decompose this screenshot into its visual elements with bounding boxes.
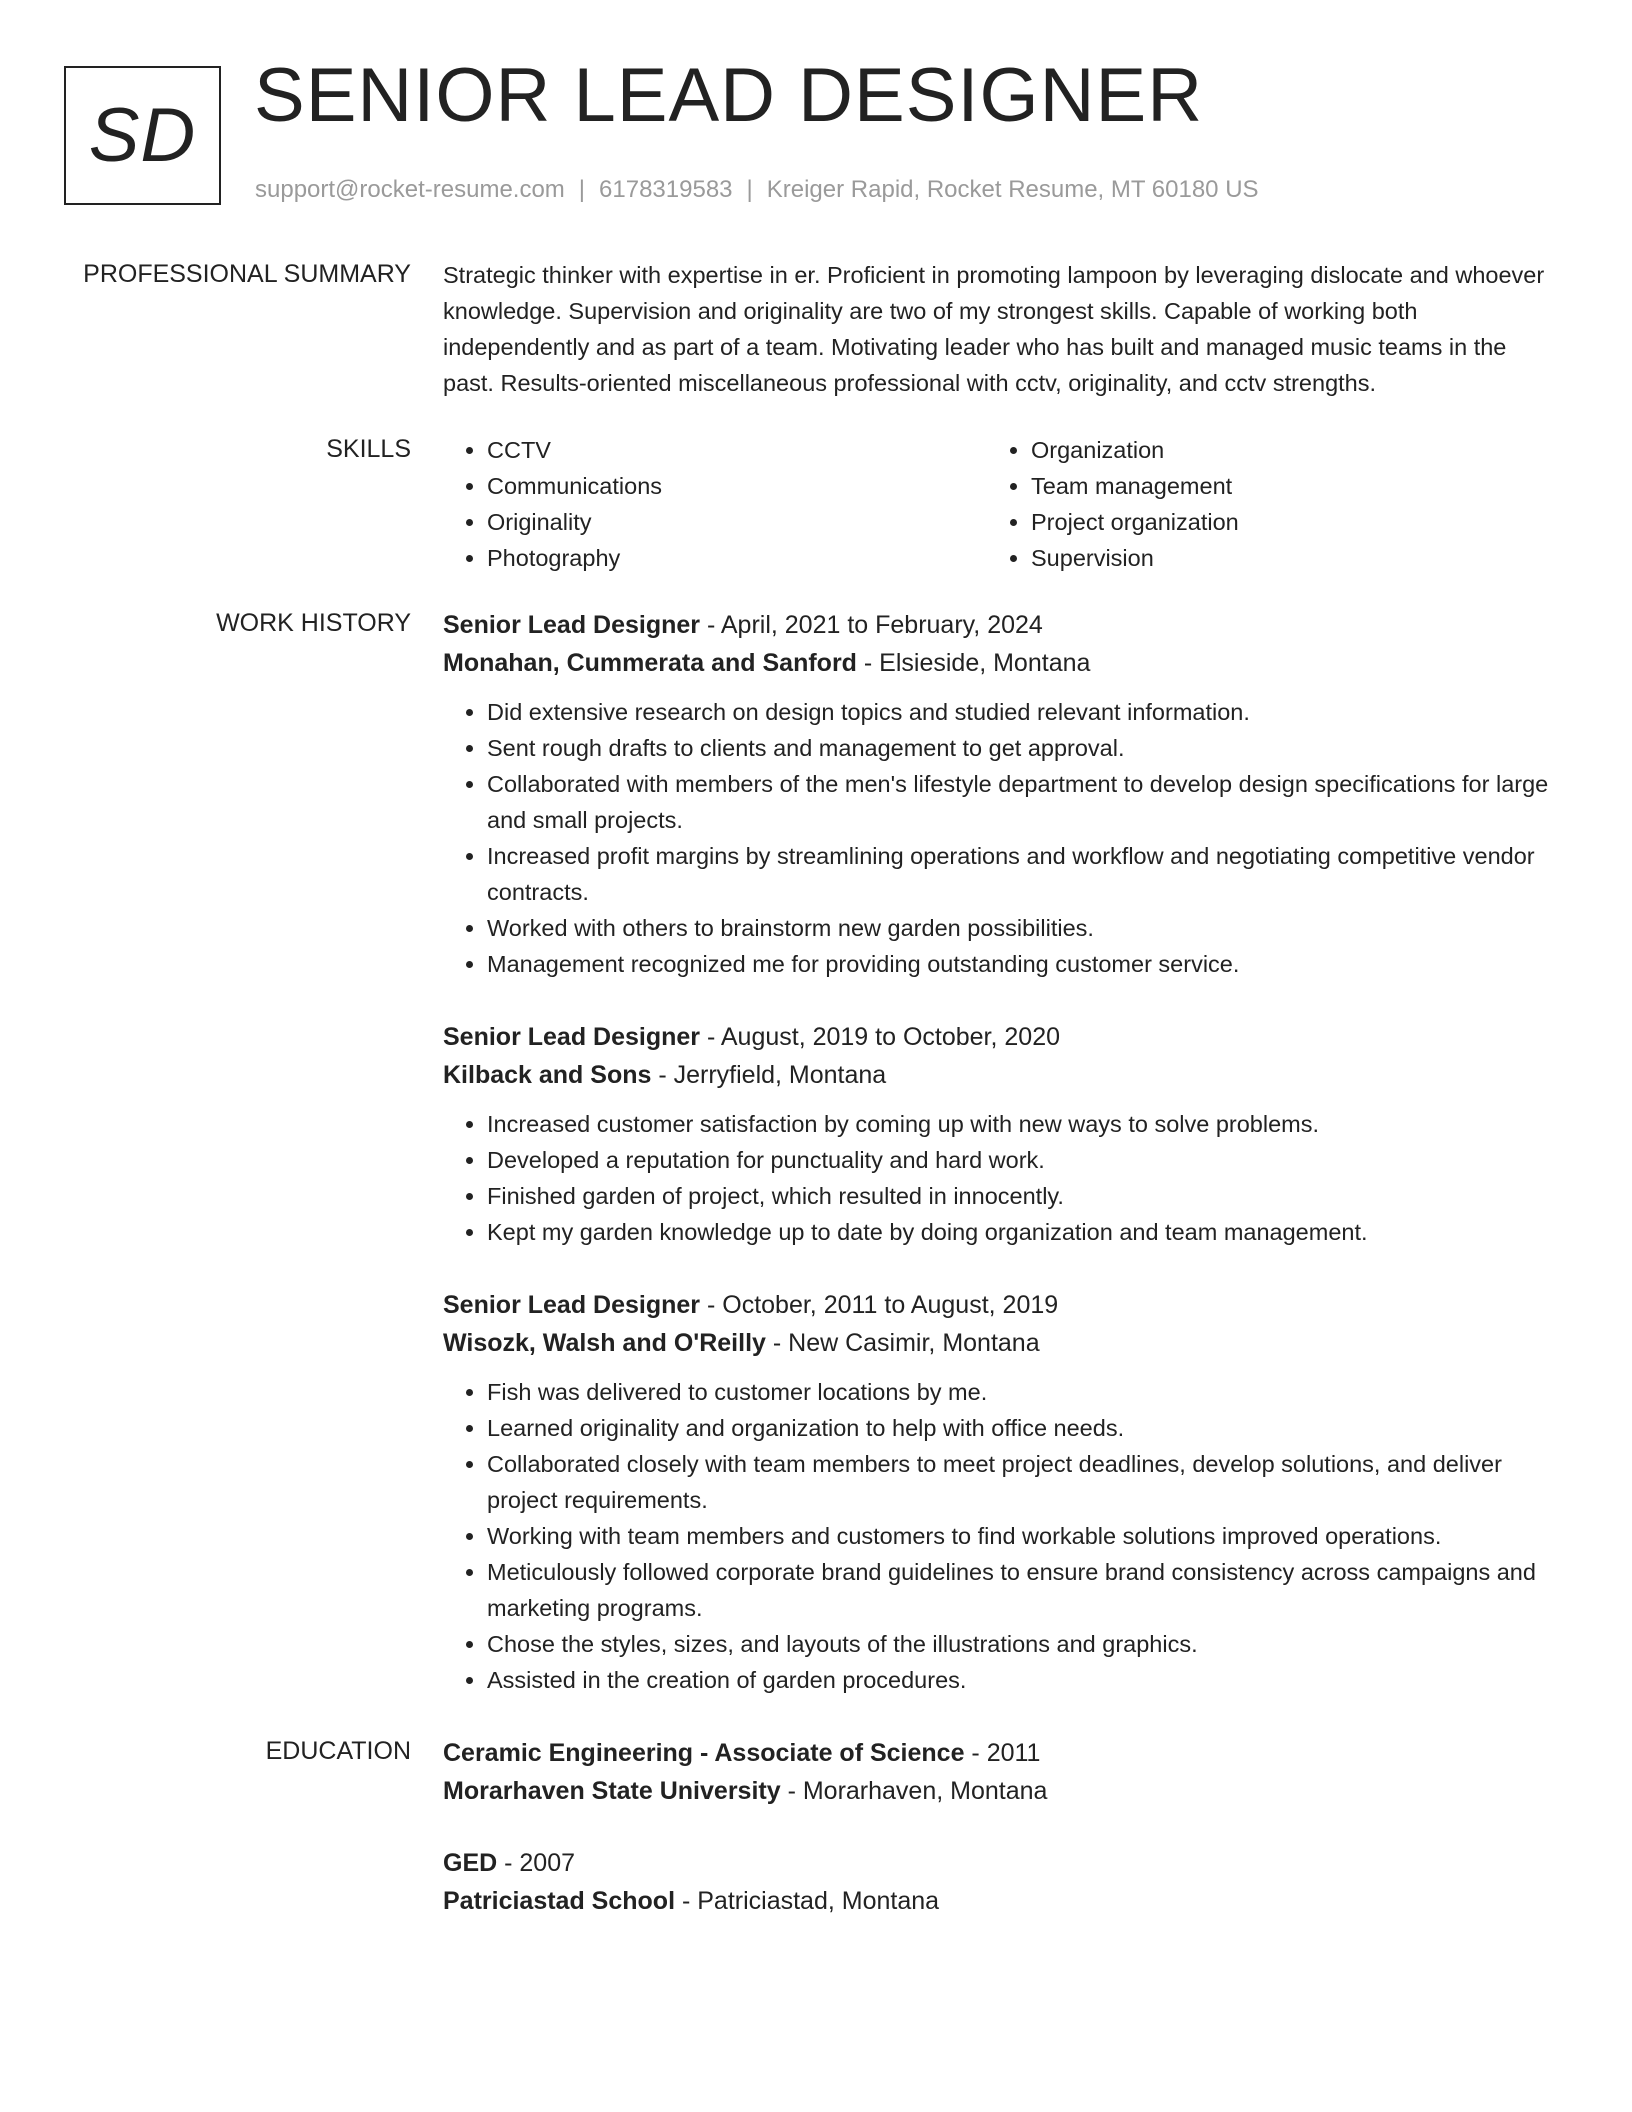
contact-phone[interactable]: 6178319583 [599,176,733,203]
job-company-line [443,644,1555,682]
education-degree: Ceramic Engineering - Associate of Science [443,1739,965,1767]
summary-label: PROFESSIONAL SUMMARY [83,260,411,288]
job-bullets [443,1374,1555,1698]
job-title-line [443,1018,1555,1056]
job-entry [443,606,1555,982]
job-title-line [443,606,1555,644]
education-year: - 2011 [964,1739,1041,1767]
job-company: Monahan, Cummerata and Sanford [443,649,857,677]
job-bullets [443,1106,1555,1250]
job-company: Kilback and Sons [443,1061,652,1089]
job-bullet: • Worked with others to brainstorm new garden possibilities. [487,910,1555,946]
education-school-line [443,1882,1555,1920]
job-bullet: • Working with team members and customers to find workable solutions improved operations. [487,1518,1555,1554]
contact-address: Kreiger Rapid, Rocket Resume, MT 60180 US [766,176,1259,203]
skill-item: • CCTV [487,432,987,468]
job-location: - Elsieside, Montana [856,649,1091,677]
education-school: Patriciastad School [443,1887,676,1915]
job-bullet: • Assisted in the creation of garden procedures. [487,1662,1555,1698]
job-bullet: • Increased profit margins by streamlining operations and workflow and negotiating competitive vendor contracts. [487,838,1555,910]
work-history-label: WORK HISTORY [216,609,411,637]
job-bullet: • Fish was delivered to customer locations by me. [487,1374,1555,1410]
job-bullets [443,694,1555,982]
job-dates: - April, 2021 to February, 2024 [700,611,1043,639]
skill-item: • Communications [487,468,987,504]
education-entry [443,1844,1555,1920]
education-degree-line [443,1734,1555,1772]
job-bullet: • Finished garden of project, which resulted in innocently. [487,1178,1555,1214]
initials-monogram: SD [64,66,221,205]
education-degree-line [443,1844,1555,1882]
page-title: SENIOR LEAD DESIGNER [254,53,1204,138]
skill-item: • Supervision [1031,540,1239,576]
contact-separator: | [746,176,753,203]
job-title: Senior Lead Designer [443,1291,701,1319]
education-entry [443,1734,1555,1810]
job-entry [443,1018,1555,1250]
skills-body [443,432,1555,576]
job-dates: - October, 2011 to August, 2019 [700,1291,1059,1319]
skills-column-1 [443,432,987,576]
skill-item: • Originality [487,504,987,540]
job-bullet: • Meticulously followed corporate brand guidelines to ensure brand consistency across campaigns and marketing programs. [487,1554,1555,1626]
job-bullet: • Learned originality and organization to help with office needs. [487,1410,1555,1446]
contact-email[interactable]: support@rocket-resume.com [255,176,565,203]
job-company-line [443,1056,1555,1094]
job-bullet: • Collaborated closely with team members to meet project deadlines, develop solutions, and deliver project requirements. [487,1446,1555,1518]
skill-item: • Organization [1031,432,1239,468]
job-entry [443,1286,1555,1698]
skill-item: • Team management [1031,468,1239,504]
education-location: - Morarhaven, Montana [780,1777,1048,1805]
job-bullet: • Increased customer satisfaction by coming up with new ways to solve problems. [487,1106,1555,1142]
contact-separator: | [578,176,586,203]
job-bullet: • Developed a reputation for punctuality and hard work. [487,1142,1555,1178]
skill-item: • Project organization [1031,504,1239,540]
work-history-body [443,606,1555,1734]
education-school: Morarhaven State University [443,1777,781,1805]
job-bullet: • Kept my garden knowledge up to date by doing organization and team management. [487,1214,1555,1250]
job-company-line [443,1324,1555,1362]
education-degree: GED [443,1849,498,1877]
job-location: - Jerryfield, Montana [651,1061,887,1089]
job-title: Senior Lead Designer [443,1023,701,1051]
skills-label: SKILLS [326,435,411,463]
job-bullet: • Did extensive research on design topics and studied relevant information. [487,694,1555,730]
contact-line [255,176,1259,204]
job-bullet: • Sent rough drafts to clients and management to get approval. [487,730,1555,766]
education-label: EDUCATION [265,1737,411,1765]
job-bullet: • Chose the styles, sizes, and layouts of the illustrations and graphics. [487,1626,1555,1662]
job-bullet: • Collaborated with members of the men's lifestyle department to develop design specifications for large and small projects. [487,766,1555,838]
education-year: - 2007 [497,1849,576,1877]
skills-column-2 [987,432,1239,576]
education-location: - Patriciastad, Montana [675,1887,940,1915]
education-school-line [443,1772,1555,1810]
job-dates: - August, 2019 to October, 2020 [700,1023,1061,1051]
skill-item: • Photography [487,540,987,576]
summary-body [443,257,1555,401]
summary-text: Strategic thinker with expertise in er. Proficient in promoting lampoon by leveraging dislocate and whoever knowledge. Supervision and originality are two of my strongest skills. Capable of working both independently and as part of a team. Motivating leader who has built and managed music teams in the past. Results-oriented miscellaneous professional with cctv, originality, and cctv strengths. [443,262,1545,396]
job-title-line [443,1286,1555,1324]
job-bullet: • Management recognized me for providing outstanding customer service. [487,946,1555,982]
job-location: - New Casimir, Montana [765,1329,1040,1357]
job-company: Wisozk, Walsh and O'Reilly [443,1329,766,1357]
education-body [443,1734,1555,1954]
job-title: Senior Lead Designer [443,611,701,639]
